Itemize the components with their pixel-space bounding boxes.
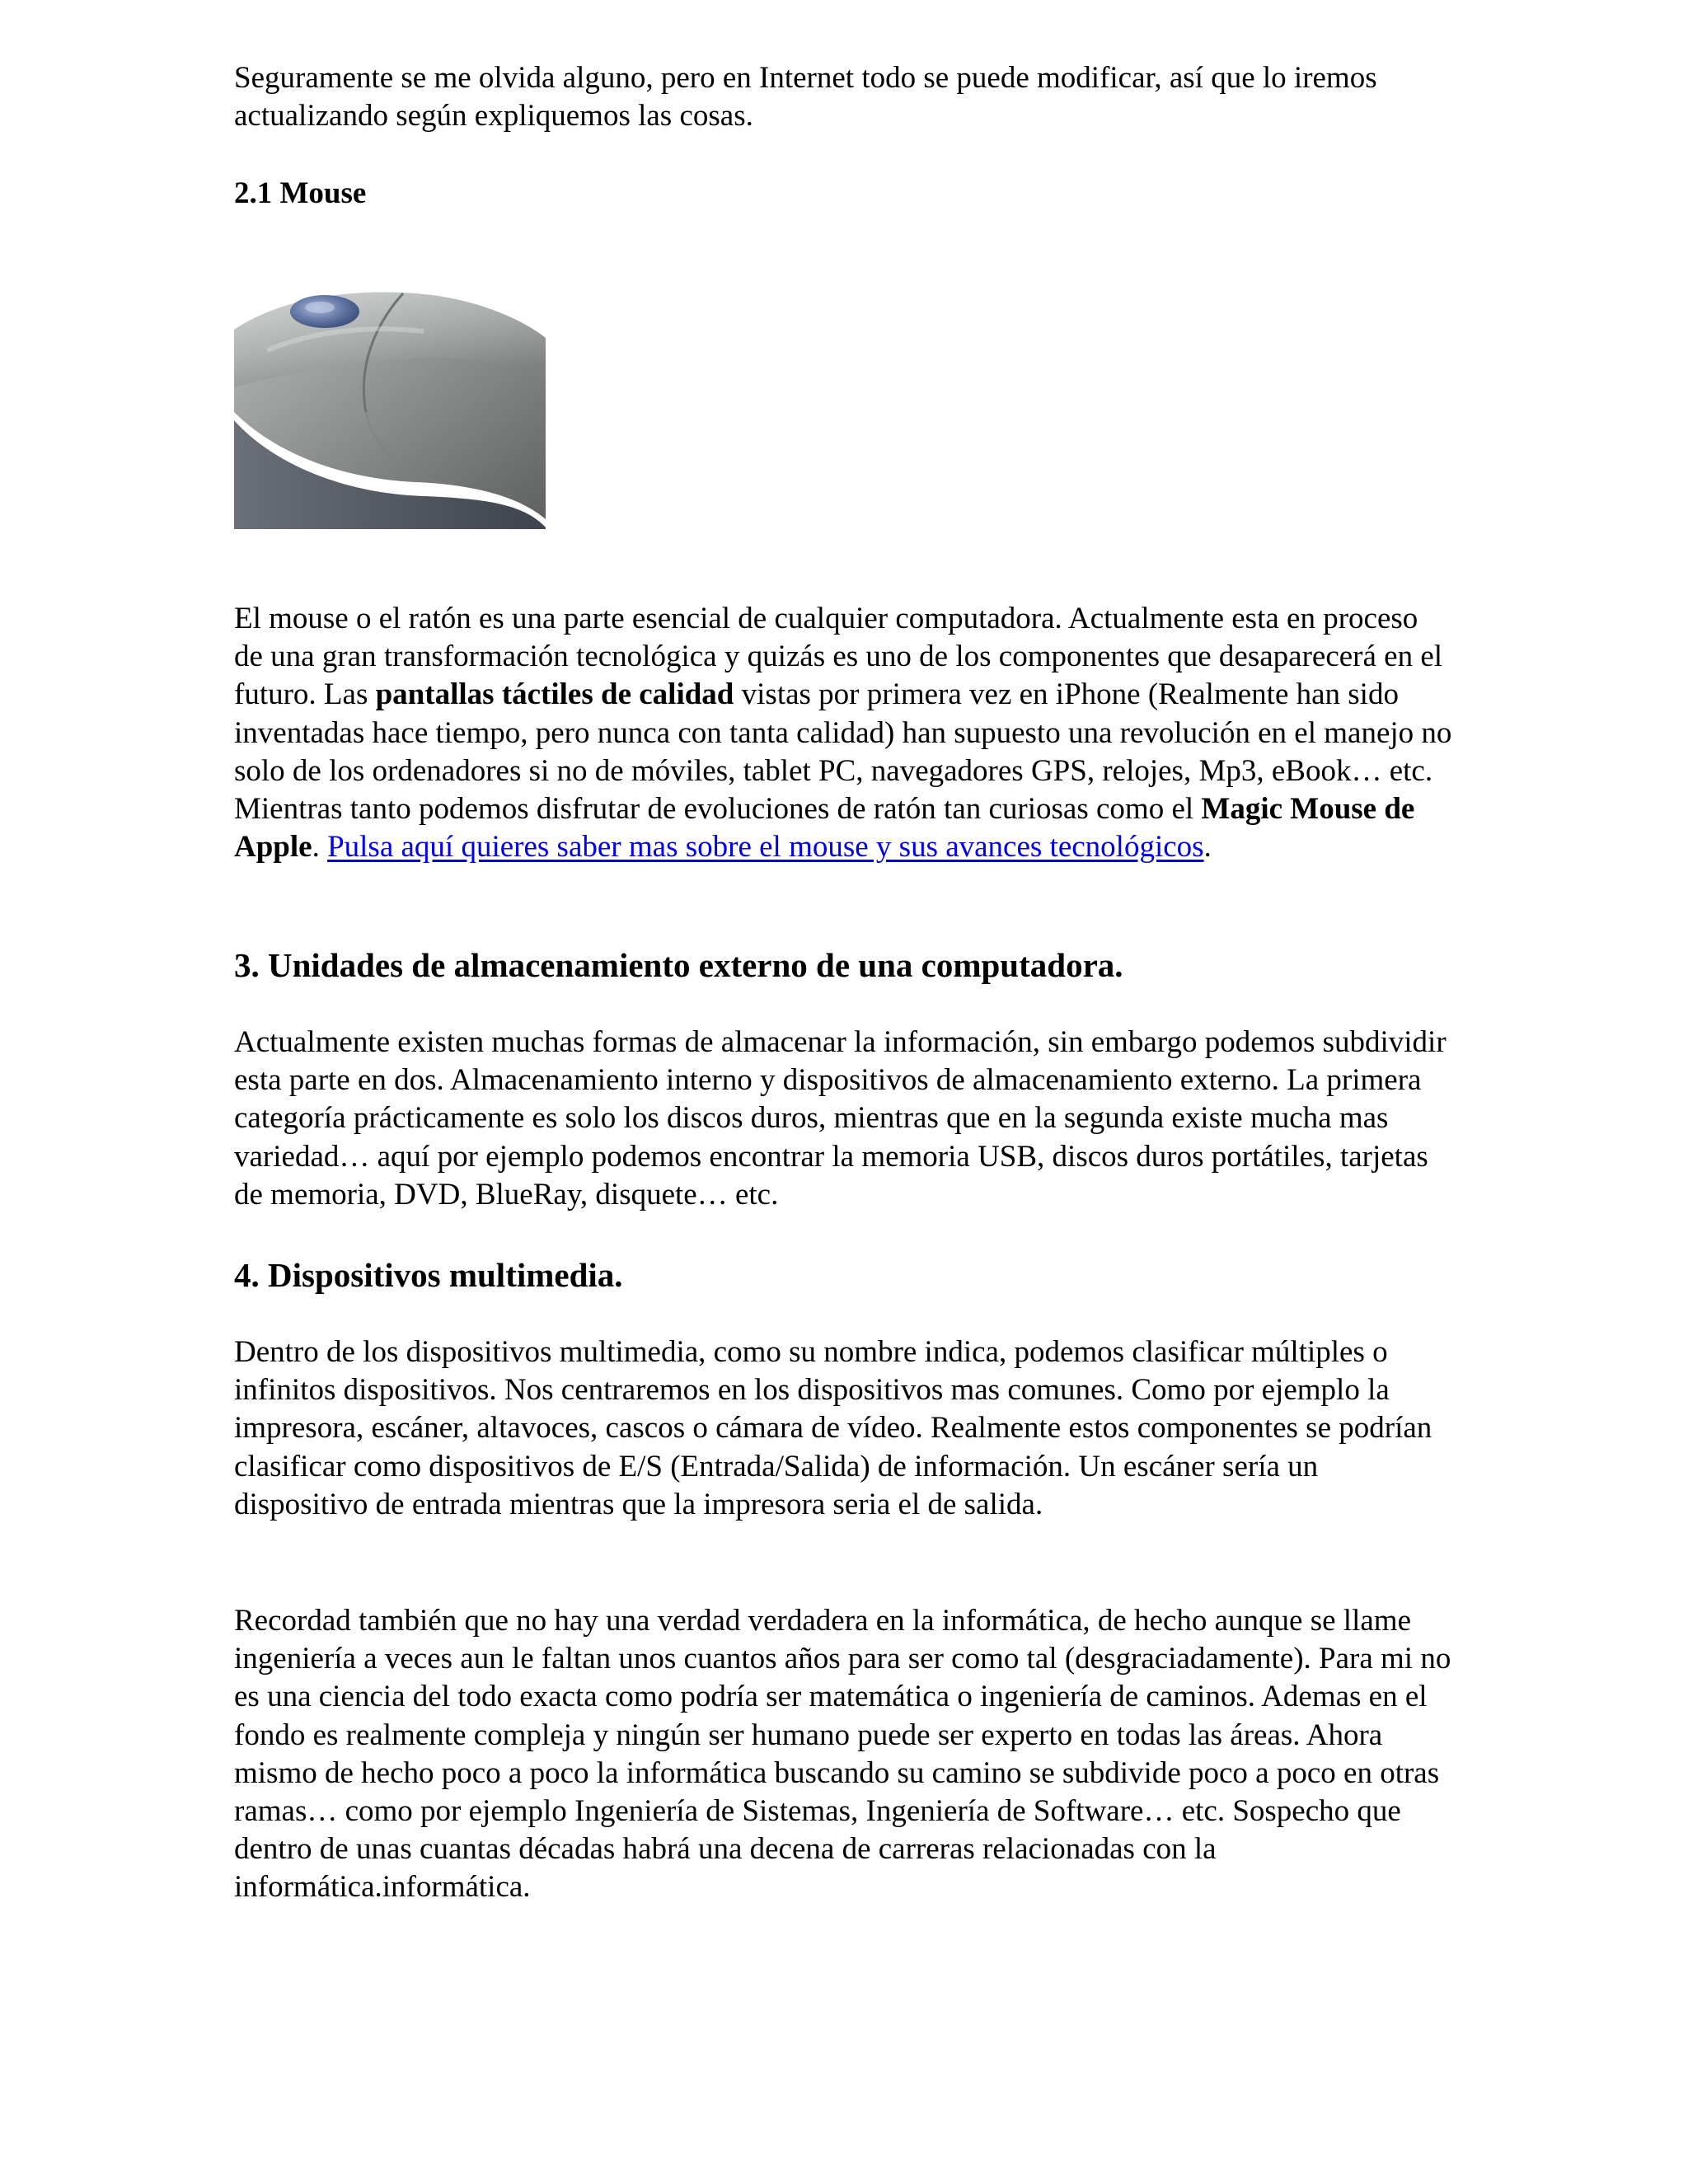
closing-paragraph: Recordad también que no hay una verdad verdadera en la informática, de hecho aunque se llame ingeniería a veces aun le faltan unos cuantos años para ser como tal (desgraciadamente). Para mi no es una ciencia del todo exacta como podría ser matemática o ingeniería de caminos. Ademas en el fondo es realmente compleja y ningún ser humano puede ser experto en todas las áreas. Ahora mismo de hecho poco a poco la informática buscando su camino se subdivide poco a poco en otras ramas… como por ejemplo Ingeniería de Sistemas, Ingeniería de Software… etc. Sospecho que dentro de unas cuantas décadas habrá una decena de carreras relacionadas con la informática.informática. [234,1604,1451,1905]
mouse-paragraph-part2: vistas por primera vez en iPhone (Realmente han sido inventadas hace tiempo, pero nunca con tanta calidad) han supuesto una revolución en el manejo no solo de los ordenadores si no de móviles, tablet PC, navegadores GPS, relojes, Mp3, eBook… etc. Mientras tanto podemos disfrutar de evoluciones de ratón tan curiosas como el [234,677,1452,827]
mouse-paragraph-part1: El mouse o el ratón es una parte esencial de cualquier computadora. Actualmente esta en proceso de una gran transformación tecnológica y quizás es uno de los componentes que desaparecerá en el futuro. Las [234,602,1443,712]
mouse-paragraph [234,600,1454,866]
multimedia-heading: 4. Dispositivos multimedia. [234,1256,623,1294]
touchscreens-bold: pantallas táctiles de calidad [375,677,734,712]
magic-mouse-bold: Magic Mouse de Apple [234,792,1415,865]
storage-paragraph: Actualmente existen muchas formas de almacenar la información, sin embargo podemos subdividir esta parte en dos. Almacenamiento interno y dispositivos de almacenamiento externo. La primera categoría prácticamente es solo los discos duros, mientras que en la segunda existe mucha mas variedad… aquí por ejemplo podemos encontrar la memoria USB, discos duros portátiles, tarjetas de memoria, DVD, BlueRay, disquete… etc. [234,1025,1447,1212]
mouse-more-info-link[interactable]: Pulsa aquí quieres saber mas sobre el mouse y sus avances tecnológicos [327,830,1204,865]
intro-paragraph: Seguramente se me olvida alguno, pero en Internet todo se puede modificar, así que lo iremos actualizando según expliquemos las cosas. [234,61,1377,134]
multimedia-paragraph: Dentro de los dispositivos multimedia, como su nombre indica, podemos clasificar múltiples o infinitos dispositivos. Nos centraremos en los dispositivos mas comunes. Como por ejemplo la impresora, escáner, altavoces, cascos o cámara de vídeo. Realmente estos componentes se podrían clasificar como dispositivos de E/S (Entrada/Salida) de información. Un escáner sería un dispositivo de entrada mientras que la impresora seria el de salida. [234,1335,1432,1521]
storage-heading: 3. Unidades de almacenamiento externo de una computadora. [234,946,1123,984]
mouse-heading: 2.1 Mouse [234,176,367,210]
mouse-paragraph-part3: . [312,830,328,865]
mouse-image [234,280,546,529]
mouse-paragraph-part4: . [1203,830,1212,865]
